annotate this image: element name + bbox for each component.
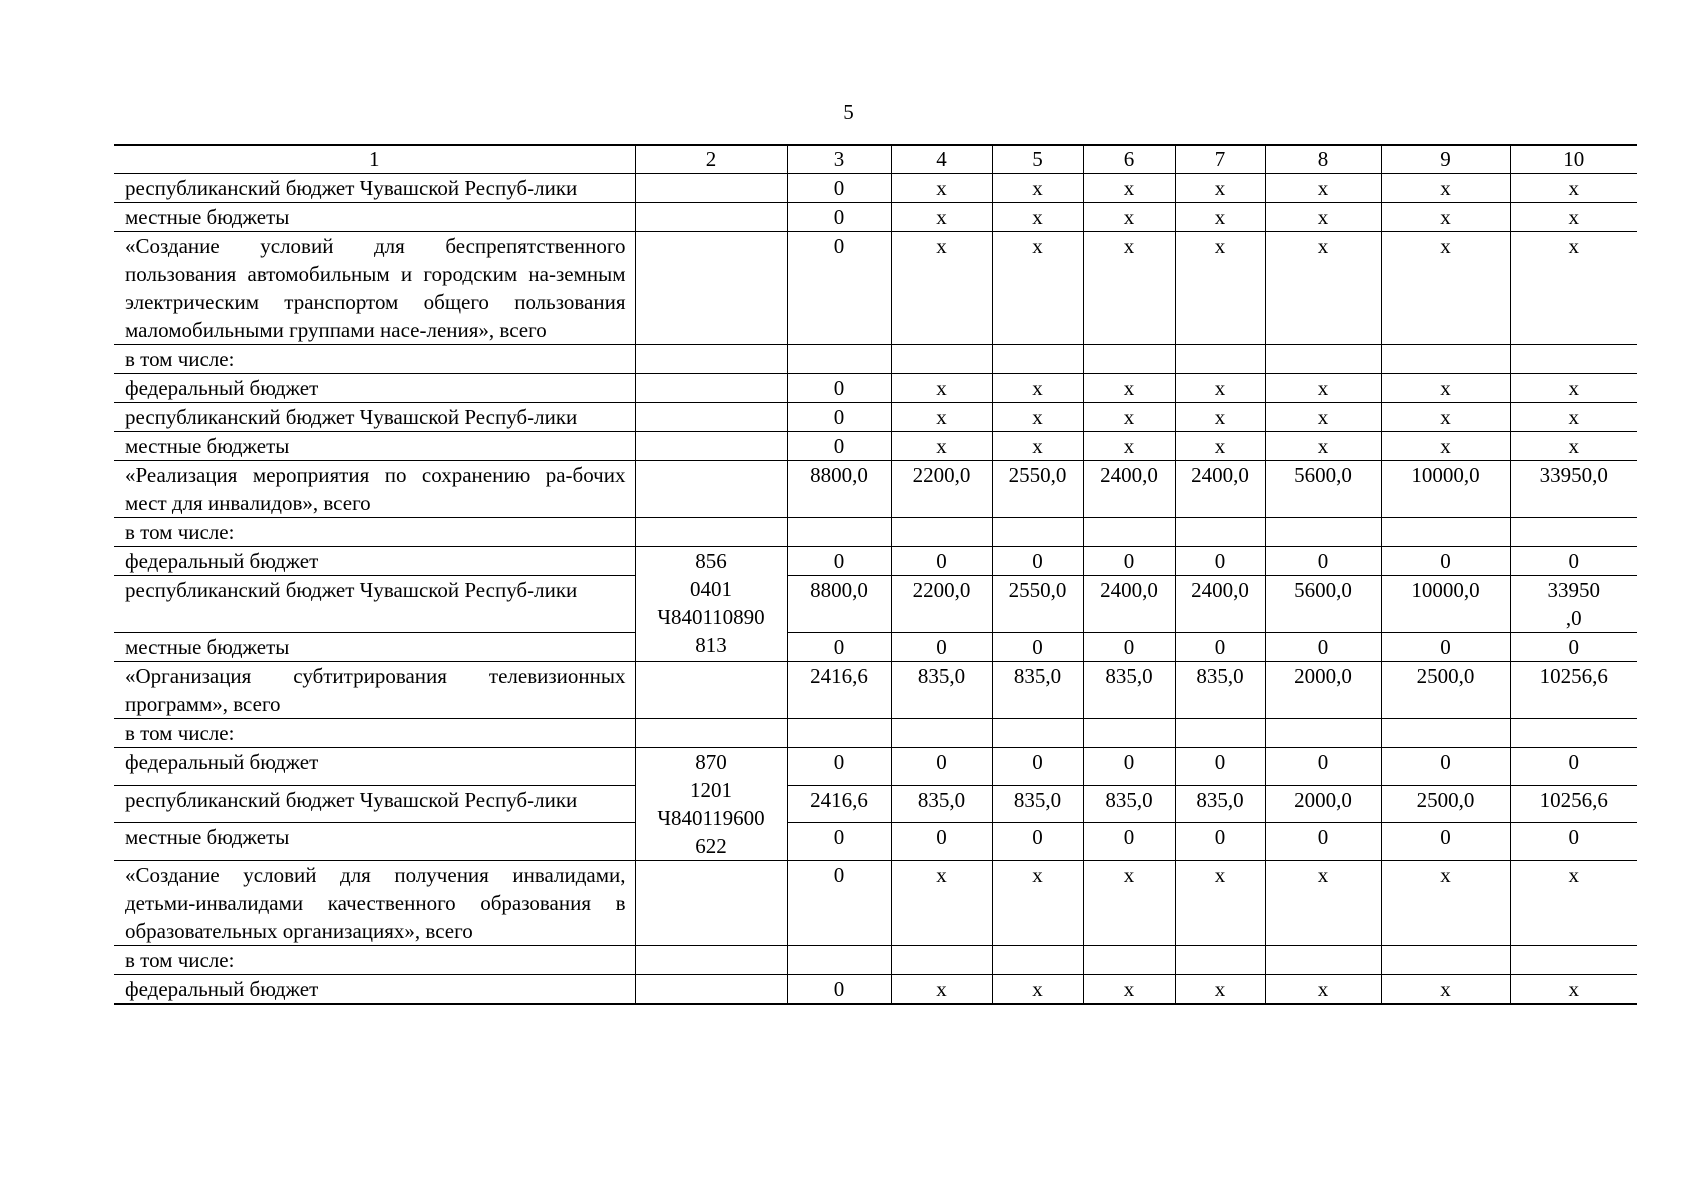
table-row (114, 374, 1637, 403)
value-cell: 8800,0 (787, 576, 891, 633)
value-cell: 10000,0 (1381, 576, 1510, 633)
value-cell: 0 (787, 748, 891, 786)
value-cell (787, 719, 891, 748)
value-cell: 33950 ,0 (1510, 576, 1637, 633)
value-cell: 835,0 (1083, 785, 1175, 823)
value-cell: 0 (891, 748, 992, 786)
value-cell (1265, 518, 1381, 547)
column-header: 4 (891, 145, 992, 174)
value-cell (891, 719, 992, 748)
value-cell (992, 518, 1083, 547)
table-row (114, 748, 1637, 786)
table-row (114, 785, 1637, 823)
row-name: «Создание условий для получения инвалидами, детьми-инвалидами качественного образования в образовательных организациях», всего (114, 861, 635, 946)
value-cell: 0 (1083, 748, 1175, 786)
value-cell (891, 946, 992, 975)
value-cell: x (891, 174, 992, 203)
budget-code (635, 662, 787, 719)
table-row (114, 345, 1637, 374)
value-cell (787, 345, 891, 374)
value-cell: x (1510, 232, 1637, 345)
value-cell: x (1083, 403, 1175, 432)
value-cell: 10256,6 (1510, 785, 1637, 823)
value-cell (1381, 719, 1510, 748)
value-cell (1265, 345, 1381, 374)
table-row (114, 633, 1637, 662)
row-name: в том числе: (114, 345, 635, 374)
value-cell: x (1381, 403, 1510, 432)
value-cell: x (891, 432, 992, 461)
value-cell (1510, 719, 1637, 748)
value-cell: 0 (1265, 748, 1381, 786)
value-cell (992, 345, 1083, 374)
row-name: федеральный бюджет (114, 547, 635, 576)
row-name: федеральный бюджет (114, 748, 635, 786)
value-cell: x (891, 403, 992, 432)
row-name: «Создание условий для беспрепятственного пользования автомобильным и городским на-земным электрическим транспортом общего пользования маломобильными группами насе-ления», всего (114, 232, 635, 345)
row-name: федеральный бюджет (114, 975, 635, 1005)
budget-code (635, 719, 787, 748)
value-cell: 10000,0 (1381, 461, 1510, 518)
value-cell: x (1175, 232, 1265, 345)
value-cell: x (1083, 374, 1175, 403)
value-cell: 835,0 (1175, 785, 1265, 823)
value-cell (1265, 719, 1381, 748)
value-cell: 0 (1175, 748, 1265, 786)
value-cell (1510, 345, 1637, 374)
value-cell (1175, 946, 1265, 975)
value-cell: x (1265, 861, 1381, 946)
value-cell: 2000,0 (1265, 662, 1381, 719)
value-cell: 2400,0 (1175, 461, 1265, 518)
table-row (114, 232, 1637, 345)
value-cell: x (1510, 432, 1637, 461)
value-cell: 2500,0 (1381, 785, 1510, 823)
value-cell: 0 (787, 633, 891, 662)
value-cell: 2200,0 (891, 461, 992, 518)
value-cell (1175, 719, 1265, 748)
value-cell: 835,0 (891, 785, 992, 823)
value-cell: 2416,6 (787, 662, 891, 719)
value-cell: x (1510, 203, 1637, 232)
value-cell (1083, 345, 1175, 374)
table-row (114, 823, 1637, 861)
value-cell (1510, 518, 1637, 547)
value-cell: x (1083, 432, 1175, 461)
budget-code (635, 345, 787, 374)
value-cell: x (1381, 861, 1510, 946)
value-cell: x (1265, 403, 1381, 432)
budget-code (635, 518, 787, 547)
value-cell: 835,0 (992, 785, 1083, 823)
column-header: 8 (1265, 145, 1381, 174)
table-row (114, 518, 1637, 547)
row-name: местные бюджеты (114, 633, 635, 662)
value-cell: x (891, 232, 992, 345)
table-row (114, 432, 1637, 461)
value-cell (1083, 946, 1175, 975)
value-cell: 2416,6 (787, 785, 891, 823)
value-cell: x (992, 232, 1083, 345)
column-header: 7 (1175, 145, 1265, 174)
value-cell: 0 (1381, 547, 1510, 576)
value-cell: 8800,0 (787, 461, 891, 518)
row-name: «Реализация мероприятия по сохранению ра-бочих мест для инвалидов», всего (114, 461, 635, 518)
value-cell: x (1510, 975, 1637, 1005)
value-cell: 2550,0 (992, 461, 1083, 518)
value-cell: 0 (1510, 748, 1637, 786)
value-cell: 0 (787, 823, 891, 861)
value-cell (992, 719, 1083, 748)
budget-code: 856 0401 Ч840110890 813 (635, 547, 787, 662)
column-header: 6 (1083, 145, 1175, 174)
budget-table (114, 144, 1637, 1005)
budget-code (635, 174, 787, 203)
value-cell: x (1083, 232, 1175, 345)
value-cell: x (1175, 861, 1265, 946)
value-cell: x (1175, 203, 1265, 232)
row-name: «Организация субтитрирования телевизионных программ», всего (114, 662, 635, 719)
value-cell: 0 (787, 232, 891, 345)
value-cell: 33950,0 (1510, 461, 1637, 518)
value-cell: 2400,0 (1083, 461, 1175, 518)
value-cell: 2550,0 (992, 576, 1083, 633)
value-cell: 0 (787, 174, 891, 203)
row-name: республиканский бюджет Чувашской Респуб-лики (114, 174, 635, 203)
value-cell: 0 (787, 203, 891, 232)
value-cell: 835,0 (891, 662, 992, 719)
row-name: местные бюджеты (114, 432, 635, 461)
budget-code (635, 861, 787, 946)
value-cell: x (891, 861, 992, 946)
value-cell: x (1381, 975, 1510, 1005)
value-cell (1175, 345, 1265, 374)
value-cell: 0 (992, 633, 1083, 662)
value-cell (1083, 719, 1175, 748)
value-cell: 0 (1510, 633, 1637, 662)
value-cell (891, 518, 992, 547)
value-cell: 2400,0 (1175, 576, 1265, 633)
value-cell: 0 (1175, 547, 1265, 576)
column-header: 2 (635, 145, 787, 174)
column-header: 10 (1510, 145, 1637, 174)
value-cell: 0 (992, 547, 1083, 576)
table-row (114, 946, 1637, 975)
column-header: 5 (992, 145, 1083, 174)
value-cell: x (1265, 174, 1381, 203)
value-cell: x (1175, 432, 1265, 461)
value-cell: x (1175, 174, 1265, 203)
budget-code (635, 374, 787, 403)
table-row (114, 403, 1637, 432)
value-cell (992, 946, 1083, 975)
value-cell: 0 (891, 547, 992, 576)
budget-code (635, 232, 787, 345)
value-cell: x (992, 861, 1083, 946)
value-cell (1381, 518, 1510, 547)
value-cell: 0 (1083, 633, 1175, 662)
table-row (114, 719, 1637, 748)
value-cell: 0 (1083, 547, 1175, 576)
value-cell: 0 (1265, 547, 1381, 576)
budget-code (635, 432, 787, 461)
table-row (114, 174, 1637, 203)
value-cell: x (992, 432, 1083, 461)
value-cell: x (992, 374, 1083, 403)
value-cell: x (891, 374, 992, 403)
row-name: в том числе: (114, 946, 635, 975)
value-cell: 0 (787, 975, 891, 1005)
table-row (114, 662, 1637, 719)
value-cell: 0 (1510, 547, 1637, 576)
value-cell (787, 946, 891, 975)
value-cell: 5600,0 (1265, 576, 1381, 633)
row-name: республиканский бюджет Чувашской Респуб-лики (114, 576, 635, 633)
value-cell: x (1510, 174, 1637, 203)
value-cell: 0 (1381, 823, 1510, 861)
value-cell: x (891, 203, 992, 232)
table-row (114, 975, 1637, 1005)
value-cell: x (1381, 232, 1510, 345)
value-cell (1265, 946, 1381, 975)
value-cell: x (1381, 432, 1510, 461)
value-cell: x (1381, 374, 1510, 403)
value-cell: x (1083, 861, 1175, 946)
value-cell: 835,0 (992, 662, 1083, 719)
value-cell: 0 (787, 374, 891, 403)
value-cell (891, 345, 992, 374)
value-cell: 0 (787, 432, 891, 461)
value-cell: x (1083, 975, 1175, 1005)
value-cell: 0 (1381, 633, 1510, 662)
value-cell: 835,0 (1083, 662, 1175, 719)
row-name: республиканский бюджет Чувашской Респуб-лики (114, 403, 635, 432)
value-cell: x (1381, 203, 1510, 232)
value-cell: x (1265, 203, 1381, 232)
column-header: 1 (114, 145, 635, 174)
value-cell: x (992, 174, 1083, 203)
value-cell: x (1083, 203, 1175, 232)
budget-code (635, 461, 787, 518)
value-cell: x (1175, 975, 1265, 1005)
value-cell: 0 (1510, 823, 1637, 861)
table-row (114, 203, 1637, 232)
column-header: 3 (787, 145, 891, 174)
row-name: федеральный бюджет (114, 374, 635, 403)
row-name: местные бюджеты (114, 203, 635, 232)
value-cell: 0 (1381, 748, 1510, 786)
budget-code (635, 203, 787, 232)
value-cell: 2400,0 (1083, 576, 1175, 633)
value-cell: x (1265, 432, 1381, 461)
value-cell (1083, 518, 1175, 547)
value-cell: 0 (1265, 823, 1381, 861)
column-header: 9 (1381, 145, 1510, 174)
table-row (114, 576, 1637, 633)
table-row (114, 861, 1637, 946)
value-cell: 0 (891, 823, 992, 861)
value-cell: x (1510, 374, 1637, 403)
value-cell (1510, 946, 1637, 975)
table-header-row (114, 145, 1637, 174)
value-cell: 0 (787, 861, 891, 946)
value-cell: x (992, 403, 1083, 432)
value-cell: 0 (787, 403, 891, 432)
value-cell: x (1083, 174, 1175, 203)
value-cell (1175, 518, 1265, 547)
value-cell (1381, 345, 1510, 374)
budget-code: 870 1201 Ч840119600 622 (635, 748, 787, 861)
value-cell: 835,0 (1175, 662, 1265, 719)
value-cell: x (992, 203, 1083, 232)
value-cell: x (1265, 232, 1381, 345)
budget-code (635, 975, 787, 1005)
value-cell: x (992, 975, 1083, 1005)
value-cell: 0 (891, 633, 992, 662)
value-cell: x (1175, 403, 1265, 432)
value-cell (787, 518, 891, 547)
value-cell: 0 (787, 547, 891, 576)
row-name: местные бюджеты (114, 823, 635, 861)
row-name: республиканский бюджет Чувашской Респуб-лики (114, 785, 635, 823)
value-cell: 2200,0 (891, 576, 992, 633)
table-row (114, 547, 1637, 576)
value-cell: 0 (1175, 823, 1265, 861)
value-cell: x (1510, 861, 1637, 946)
value-cell: x (1175, 374, 1265, 403)
value-cell: 2500,0 (1381, 662, 1510, 719)
value-cell: 0 (1083, 823, 1175, 861)
value-cell: x (1265, 374, 1381, 403)
value-cell: x (1381, 174, 1510, 203)
table-row (114, 461, 1637, 518)
budget-code (635, 946, 787, 975)
value-cell: 0 (992, 823, 1083, 861)
value-cell: 10256,6 (1510, 662, 1637, 719)
row-name: в том числе: (114, 518, 635, 547)
budget-code (635, 403, 787, 432)
page-number: 5 (843, 100, 854, 124)
value-cell: x (1265, 975, 1381, 1005)
value-cell: x (891, 975, 992, 1005)
value-cell (1381, 946, 1510, 975)
value-cell: 0 (1175, 633, 1265, 662)
value-cell: 5600,0 (1265, 461, 1381, 518)
value-cell: 2000,0 (1265, 785, 1381, 823)
value-cell: 0 (992, 748, 1083, 786)
value-cell: 0 (1265, 633, 1381, 662)
row-name: в том числе: (114, 719, 635, 748)
value-cell: x (1510, 403, 1637, 432)
